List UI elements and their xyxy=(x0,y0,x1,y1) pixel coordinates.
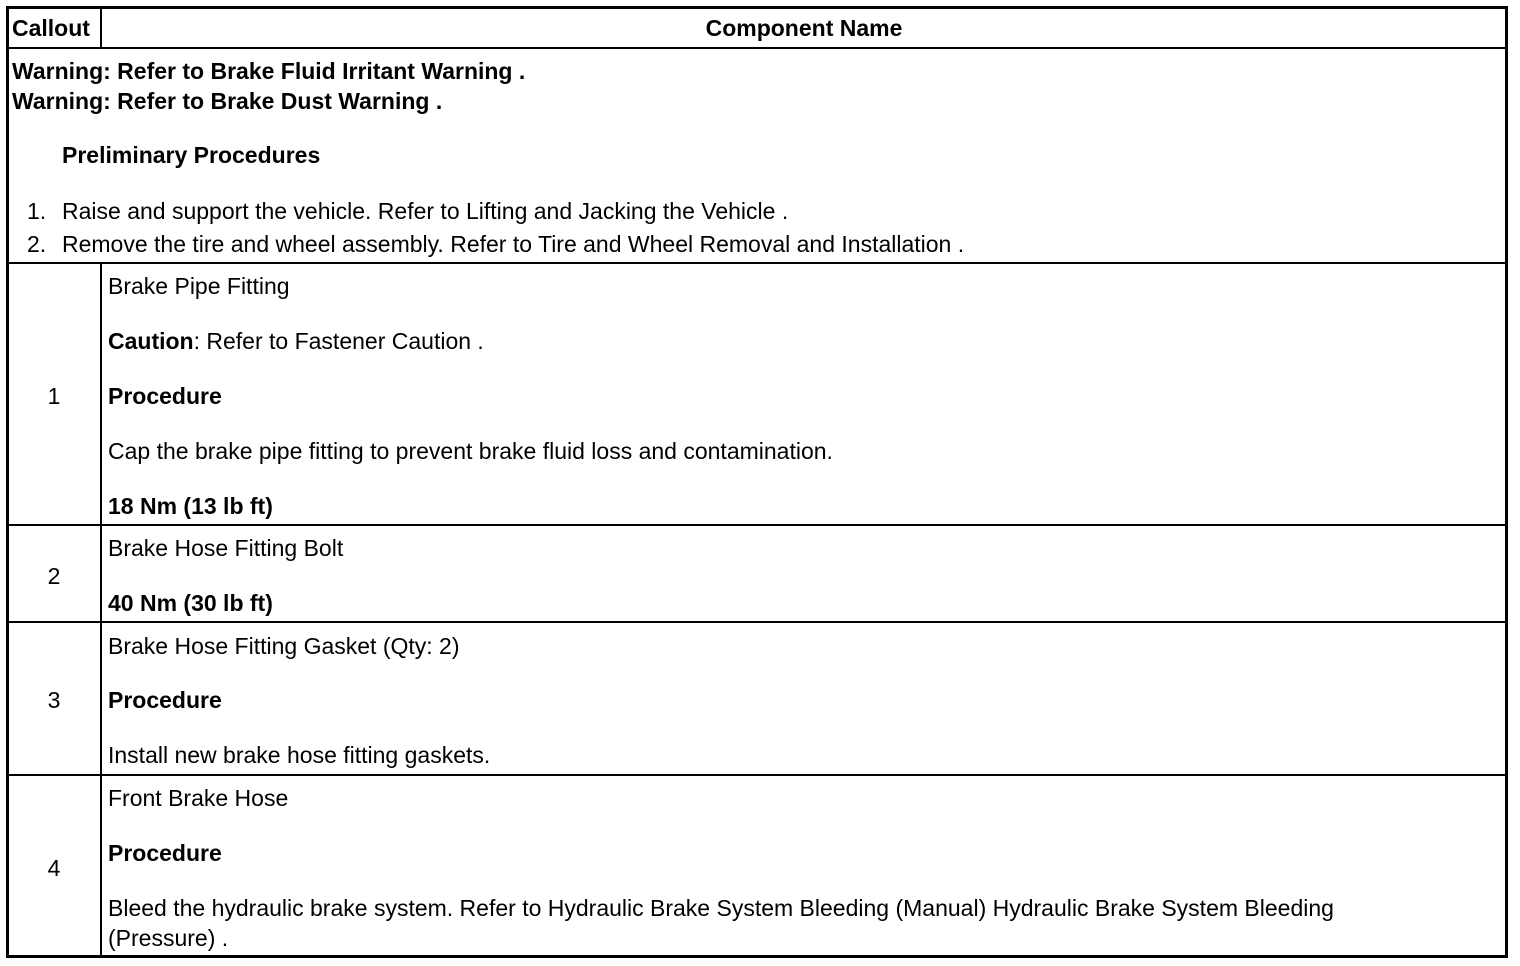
procedure-text: Cap the brake pipe fitting to prevent brake fluid loss and contamination. xyxy=(108,438,833,464)
torque-spec: 40 Nm (30 lb ft) xyxy=(108,590,273,616)
torque-spec: 18 Nm (13 lb ft) xyxy=(108,493,273,519)
step-text: Remove the tire and wheel assembly. Refer to Tire and Wheel Removal and Installation . xyxy=(62,231,965,257)
caution-line xyxy=(108,328,484,354)
procedure-text: Bleed the hydraulic brake system. Refer to Hydraulic Brake System Bleeding (Manual) Hydraulic Brake System Bleeding xyxy=(108,895,1334,921)
component-name: Brake Hose Fitting Bolt xyxy=(108,535,344,561)
header-divider xyxy=(6,47,1508,49)
component-name: Brake Pipe Fitting xyxy=(108,273,290,299)
callout-number: 2 xyxy=(47,563,61,589)
callout-number: 1 xyxy=(47,383,61,409)
caution-label: Caution xyxy=(108,328,194,354)
row-divider xyxy=(6,621,1508,623)
row-divider xyxy=(6,262,1508,264)
procedure-label: Procedure xyxy=(108,383,222,409)
procedure-text: (Pressure) . xyxy=(108,925,229,951)
component-name: Front Brake Hose xyxy=(108,785,289,811)
row-divider xyxy=(6,524,1508,526)
header-callout: Callout xyxy=(12,15,90,41)
preliminary-title: Preliminary Procedures xyxy=(62,142,321,168)
component-name: Brake Hose Fitting Gasket (Qty: 2) xyxy=(108,633,460,659)
procedure-label: Procedure xyxy=(108,687,222,713)
step-text: Raise and support the vehicle. Refer to Lifting and Jacking the Vehicle . xyxy=(62,198,789,224)
callout-number: 4 xyxy=(47,855,61,881)
step-number: 2. xyxy=(27,231,47,257)
procedure-text: Install new brake hose fitting gaskets. xyxy=(108,742,491,768)
column-divider xyxy=(100,262,102,958)
warning-text: Warning: Refer to Brake Dust Warning . xyxy=(12,88,443,114)
callout-number: 3 xyxy=(47,687,61,713)
procedure-label: Procedure xyxy=(108,840,222,866)
caution-text: : Refer to Fastener Caution . xyxy=(193,328,484,354)
step-number: 1. xyxy=(27,198,47,224)
header-component-name: Component Name xyxy=(705,15,903,41)
row-divider xyxy=(6,774,1508,776)
warning-text: Warning: Refer to Brake Fluid Irritant Warning . xyxy=(12,58,526,84)
